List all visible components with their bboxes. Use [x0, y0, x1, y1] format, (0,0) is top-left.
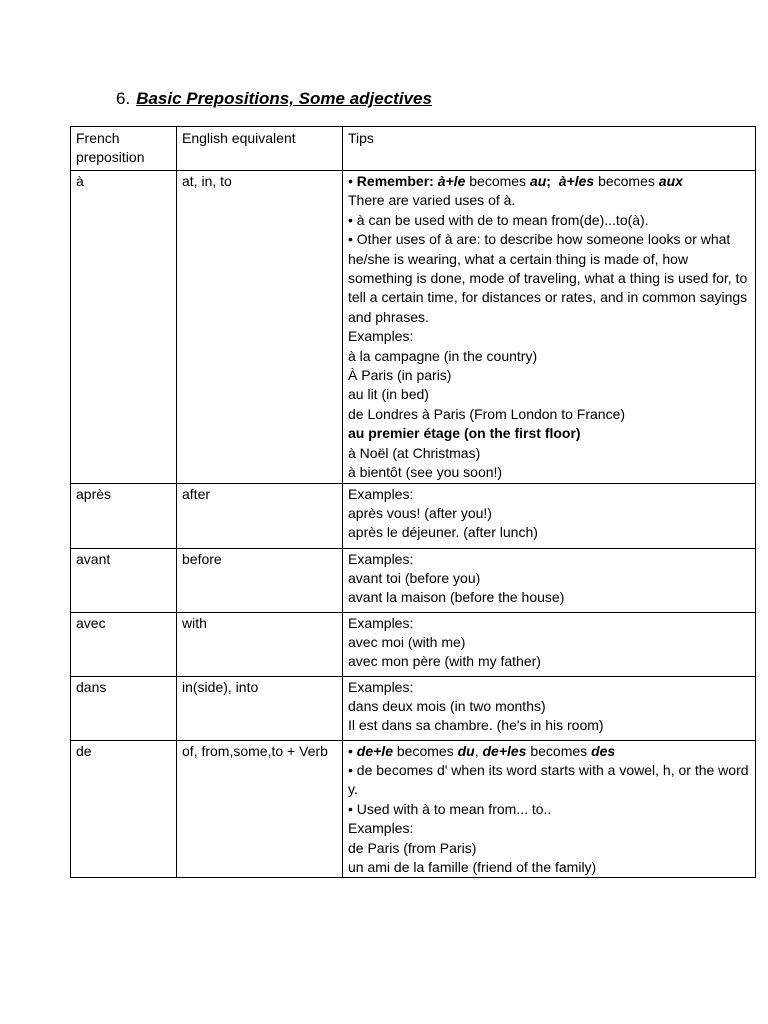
example-line: À Paris (in paris) — [348, 367, 452, 384]
example-line: à la campagne (in the country) — [348, 347, 538, 364]
table-row — [71, 171, 756, 484]
french-cell: après — [71, 483, 177, 548]
tip-line: • Used with à to mean from... to.. — [348, 800, 552, 817]
table-row — [71, 740, 756, 878]
section-title: Basic Prepositions, Some adjectives — [136, 89, 432, 108]
example-line: un ami de la famille (friend of the family) — [348, 858, 597, 875]
example-line: avant la maison (before the house) — [348, 589, 565, 606]
prepositions-table — [70, 126, 756, 878]
tips-cell — [343, 676, 756, 740]
header-tips: Tips — [343, 127, 756, 171]
tips-cell — [343, 171, 756, 484]
french-cell: avant — [71, 548, 177, 612]
section-heading — [116, 88, 432, 110]
tip-text: , — [474, 742, 479, 759]
example-line: après le déjeuner. (after lunch) — [348, 524, 538, 541]
tip-line: Examples: — [348, 485, 414, 502]
table-row — [71, 548, 756, 612]
tip-line: • à can be used with de to mean from(de)...to(à). — [348, 211, 649, 228]
french-cell: dans — [71, 676, 177, 740]
tip-text: becomes — [469, 173, 527, 189]
french-cell: avec — [71, 612, 177, 676]
tip-text: becomes — [530, 742, 588, 759]
french-cell: de — [71, 740, 177, 878]
tip-term: de+le — [356, 742, 393, 759]
tip-line: • Other uses of à are: to describe how someone looks or what he/she is wearing, what a certain thing is made of, how something is done, mode of traveling, what a thing is used for, to tell a certain time, for distances or rates, and in common sayings and phrases. — [348, 231, 748, 325]
header-french-preposition: French preposition — [71, 127, 177, 171]
tip-line: Examples: — [348, 820, 414, 837]
example-line: dans deux mois (in two months) — [348, 697, 546, 714]
tip-remember-label: Remember: — [356, 173, 434, 189]
table-row — [71, 612, 756, 676]
tip-line: Examples: — [348, 614, 414, 631]
example-line: de Paris (from Paris) — [348, 839, 477, 856]
table-row — [71, 483, 756, 548]
french-cell: à — [71, 171, 177, 484]
table-row — [71, 676, 756, 740]
tip-term: du — [457, 742, 475, 759]
section-number: 6. — [116, 89, 131, 108]
example-line: au lit (in bed) — [348, 386, 429, 403]
example-line: avec mon père (with my father) — [348, 653, 541, 670]
bullet: • — [348, 742, 353, 759]
tips-cell — [343, 483, 756, 548]
header-english-equivalent: English equivalent — [177, 127, 343, 171]
tip-term: au — [529, 173, 547, 189]
example-line: avec moi (with me) — [348, 633, 466, 650]
english-cell: in(side), into — [177, 676, 343, 740]
tip-line: There are varied uses of à. — [348, 192, 516, 209]
tip-term: de+les — [482, 742, 527, 759]
example-line: à Noël (at Christmas) — [348, 444, 481, 461]
tip-line — [348, 172, 750, 191]
tip-line — [348, 742, 750, 761]
tip-line: Examples: — [348, 550, 414, 567]
tip-term: à+les — [558, 173, 595, 189]
example-line: avant toi (before you) — [348, 569, 481, 586]
tip-text: ; — [546, 173, 551, 189]
table-header-row — [71, 127, 756, 171]
english-cell: at, in, to — [177, 171, 343, 484]
tip-line: Examples: — [348, 678, 414, 695]
tip-term: des — [591, 742, 616, 759]
english-cell: of, from,some,to + Verb — [177, 740, 343, 878]
example-line: après vous! (after you!) — [348, 504, 492, 521]
english-cell: with — [177, 612, 343, 676]
example-line: Il est dans sa chambre. (he's in his room) — [348, 717, 604, 734]
tip-text: becomes — [396, 742, 454, 759]
example-line: à bientôt (see you soon!) — [348, 464, 503, 481]
tips-cell — [343, 548, 756, 612]
english-cell: before — [177, 548, 343, 612]
english-cell: after — [177, 483, 343, 548]
example-line: au premier étage (on the first floor) — [348, 425, 581, 442]
tip-text: becomes — [598, 173, 655, 189]
bullet: • — [348, 173, 353, 189]
example-line: de Londres à Paris (From London to France) — [348, 405, 626, 422]
tip-line: Examples: — [348, 328, 414, 345]
tip-term: aux — [658, 173, 683, 189]
tip-term: à+le — [437, 173, 466, 189]
tips-cell — [343, 740, 756, 878]
tip-line: • de becomes d' when its word starts with a vowel, h, or the word y. — [348, 761, 749, 798]
tips-cell — [343, 612, 756, 676]
